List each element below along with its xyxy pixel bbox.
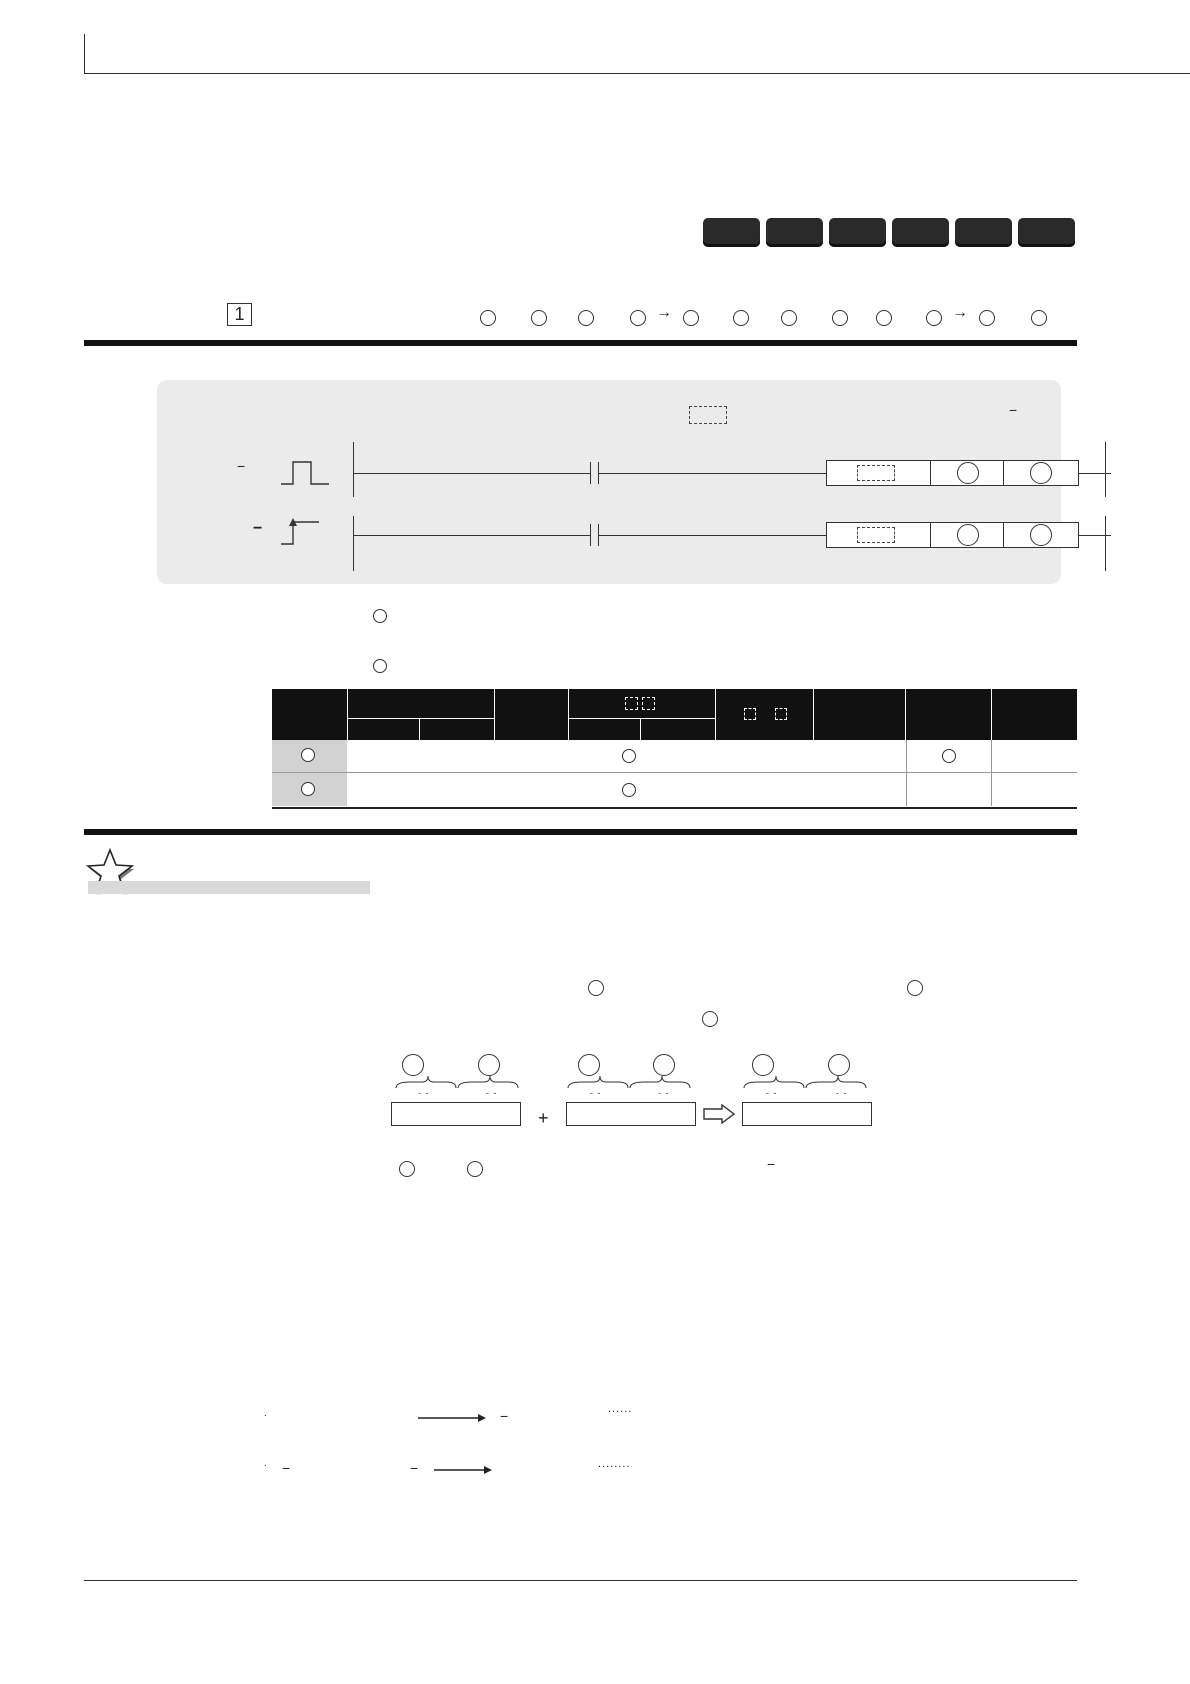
cpu-badge xyxy=(766,218,823,247)
operand-s2-symbol xyxy=(907,980,923,996)
device-table xyxy=(272,689,1077,809)
operand-s-symbol xyxy=(301,748,315,762)
circled-symbol xyxy=(578,1054,600,1076)
rising-edge-icon xyxy=(279,514,331,548)
cpu-badge xyxy=(955,218,1012,247)
leader-dots: ...... xyxy=(608,1403,633,1415)
section-heavy-rule xyxy=(84,340,1077,346)
operand-d-symbol xyxy=(301,782,315,796)
section-heavy-rule xyxy=(84,829,1077,835)
circled-symbol xyxy=(578,310,594,326)
register-box xyxy=(566,1102,696,1126)
right-power-rail xyxy=(1105,442,1106,497)
circled-symbol xyxy=(828,1054,850,1076)
circled-symbol xyxy=(752,1054,774,1076)
header-divider xyxy=(568,689,569,740)
table-row xyxy=(272,740,1077,773)
plus-sign: + xyxy=(538,1108,549,1128)
table-header-subrow xyxy=(568,718,715,740)
device-placeholder-icon xyxy=(744,708,756,720)
operand-s-symbol xyxy=(373,609,387,623)
instruction-name-placeholder xyxy=(857,527,895,543)
row-divider xyxy=(906,773,907,806)
circled-symbol xyxy=(402,1054,424,1076)
header-divider xyxy=(494,689,495,740)
register-box xyxy=(391,1102,521,1126)
rung-line xyxy=(353,535,590,536)
rung-line xyxy=(353,473,590,474)
circled-symbol xyxy=(926,310,942,326)
circled-symbol xyxy=(480,310,496,326)
bit-mark: - - xyxy=(486,1088,498,1098)
row-divider xyxy=(906,740,907,772)
ladder-format-panel xyxy=(157,380,1061,584)
right-arrow-icon xyxy=(418,1412,488,1424)
circled-symbol xyxy=(467,1161,483,1177)
circled-symbol xyxy=(979,310,995,326)
instruction-block xyxy=(826,522,1079,548)
right-arrow-icon xyxy=(434,1464,494,1476)
footer-rule xyxy=(84,1580,1077,1581)
circled-symbol xyxy=(832,310,848,326)
instruction-name-placeholder xyxy=(857,465,895,481)
table-row xyxy=(272,773,1077,809)
cpu-badge xyxy=(892,218,949,247)
row-divider xyxy=(991,740,992,772)
left-power-rail xyxy=(353,516,354,571)
row-divider xyxy=(991,773,992,806)
header-divider xyxy=(813,689,814,740)
contact-left xyxy=(590,524,591,546)
operand-d-symbol xyxy=(1030,462,1052,484)
rung-line xyxy=(1079,535,1111,536)
brace-icon xyxy=(566,1074,692,1094)
cell-divider xyxy=(1003,523,1004,547)
operand-s-symbol xyxy=(957,524,979,546)
header-left-rule xyxy=(84,34,85,74)
header-divider xyxy=(905,689,906,740)
bit-mark: - - xyxy=(590,1088,602,1098)
arrow-icon: → xyxy=(656,304,672,321)
header-divider xyxy=(347,689,348,740)
bit-mark: - - xyxy=(836,1088,848,1098)
cpu-badge xyxy=(1018,218,1075,247)
cell-divider xyxy=(930,461,931,485)
minus-mark: − xyxy=(282,1460,291,1476)
minus-mark: − xyxy=(410,1460,419,1476)
cell-divider xyxy=(1003,461,1004,485)
brace-icon xyxy=(742,1074,868,1094)
instruction-block xyxy=(826,460,1079,486)
header-divider xyxy=(419,718,420,740)
instruction-name-placeholder xyxy=(689,406,727,424)
circled-symbol xyxy=(781,310,797,326)
pulse-signal-icon xyxy=(279,458,331,486)
minus-mark: − xyxy=(253,520,263,537)
circled-symbol xyxy=(1031,310,1047,326)
usable-mark-icon xyxy=(622,783,636,797)
cpu-badge xyxy=(703,218,760,247)
device-placeholder-icon xyxy=(642,697,655,710)
rung-line xyxy=(598,535,826,536)
list-bullet: . xyxy=(264,1408,267,1419)
cpu-badge xyxy=(829,218,886,247)
arrow-icon: → xyxy=(952,304,968,321)
function-heading-bar xyxy=(88,881,370,894)
circled-symbol xyxy=(531,310,547,326)
right-power-rail xyxy=(1105,516,1106,571)
operand-d-symbol xyxy=(702,1011,718,1027)
operand-s1-symbol xyxy=(588,980,604,996)
circled-symbol xyxy=(653,1054,675,1076)
rung-line xyxy=(1079,473,1111,474)
brace-icon xyxy=(394,1074,520,1094)
header-top-rule xyxy=(84,73,1190,74)
bit-mark: - - xyxy=(766,1088,778,1098)
circled-symbol xyxy=(683,310,699,326)
operand-s-symbol xyxy=(957,462,979,484)
device-placeholder-icon xyxy=(625,697,638,710)
list-bullet: . xyxy=(264,1458,267,1469)
contact-left xyxy=(590,462,591,484)
section-number: 1 xyxy=(234,304,245,324)
usable-mark-icon xyxy=(942,749,956,763)
register-box xyxy=(742,1102,872,1126)
header-divider xyxy=(715,689,716,740)
minus-mark: − xyxy=(500,1408,509,1424)
addition-diagram xyxy=(390,1052,880,1132)
circled-symbol xyxy=(876,310,892,326)
circled-symbol xyxy=(399,1161,415,1177)
cell-divider xyxy=(930,523,931,547)
result-arrow-icon xyxy=(702,1104,736,1124)
circled-symbol xyxy=(733,310,749,326)
bit-mark: - - xyxy=(418,1088,430,1098)
operand-d-symbol xyxy=(373,659,387,673)
minus-mark: − xyxy=(1009,402,1018,418)
minus-mark: − xyxy=(767,1156,776,1172)
bit-mark: - - xyxy=(658,1088,670,1098)
minus-mark: − xyxy=(237,458,246,474)
rung-line xyxy=(598,473,826,474)
leader-dots: ........ xyxy=(598,1458,631,1470)
left-power-rail xyxy=(353,442,354,497)
header-divider xyxy=(640,718,641,740)
circled-symbol xyxy=(630,310,646,326)
circled-symbol xyxy=(478,1054,500,1076)
header-divider xyxy=(991,689,992,740)
table-header-subrow xyxy=(347,718,494,740)
section-number-box xyxy=(227,303,252,326)
device-placeholder-icon xyxy=(775,708,787,720)
operand-d-symbol xyxy=(1030,524,1052,546)
usable-mark-icon xyxy=(622,749,636,763)
